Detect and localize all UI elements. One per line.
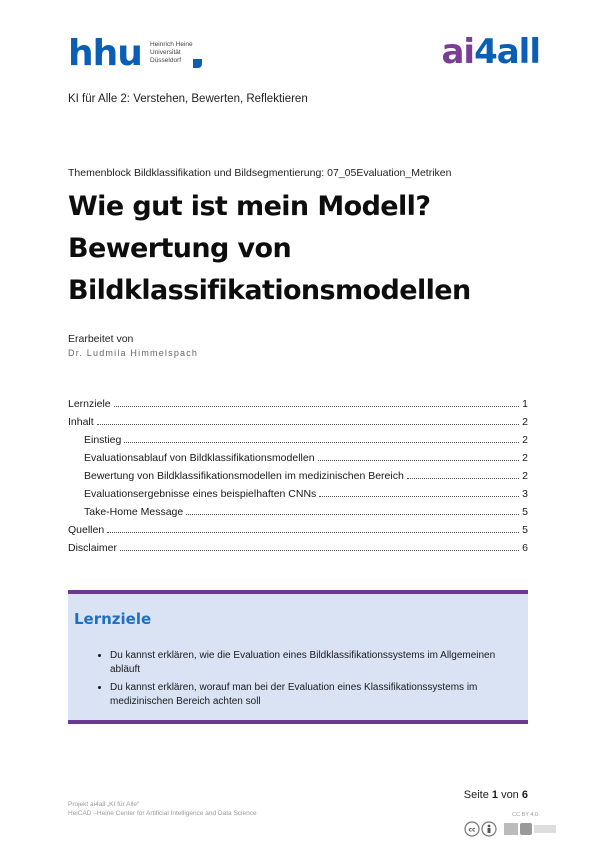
table-of-contents [68, 398, 528, 560]
toc-entry-label: Bewertung von Bildklassifikationsmodellen im medizinischen Bereich [84, 470, 404, 482]
lernziel-item: • Du kannst erklären, worauf man bei der Evaluation eines Klassifikationssystems im medizinischen Bereich achten soll [110, 681, 520, 709]
toc-entry[interactable] [68, 542, 528, 560]
footer-project: Projekt ai4all „KI für Alle“ [68, 801, 140, 808]
hhu-university-name: Heinrich Heine Universität Düsseldorf [150, 41, 193, 64]
toc-entry-page: 2 [522, 452, 528, 464]
toc-entry-label: Einstieg [84, 434, 122, 446]
ai4all-logo: ai4all [441, 32, 540, 72]
hhu-wordmark: hhu [68, 33, 142, 74]
toc-entry-page: 3 [522, 488, 528, 500]
toc-leader-dots [114, 398, 520, 407]
oer-icon [504, 823, 556, 835]
page-number: Seite 1 von 6 [463, 789, 528, 801]
toc-entry-label: Evaluationsablauf von Bildklassifikationsmodellen [84, 452, 315, 464]
toc-leader-dots [97, 416, 519, 425]
toc-leader-dots [107, 524, 519, 533]
svg-text:cc: cc [468, 826, 476, 834]
toc-entry-label: Lernziele [68, 398, 111, 410]
license-label: CC BY 4.0 [512, 812, 538, 818]
toc-leader-dots [124, 434, 519, 443]
author-caption: Erarbeitet von [68, 333, 134, 345]
cc-icon [465, 822, 479, 836]
toc-entry[interactable] [68, 398, 528, 416]
lernziel-item: • Du kannst erklären, wie die Evaluation eines Bildklassifikationssystems im Allgemeinen abläuft [110, 649, 520, 677]
toc-entry-page: 2 [522, 416, 528, 428]
toc-entry[interactable] [68, 452, 528, 470]
toc-entry-page: 2 [522, 434, 528, 446]
hhu-logo [68, 33, 208, 74]
toc-entry[interactable] [68, 416, 528, 434]
lernziele-list [98, 649, 520, 713]
document-title: Wie gut ist mein Modell? Bewertung von Bildklassifikationsmodellen [68, 191, 471, 306]
toc-entry-page: 1 [522, 398, 528, 410]
toc-entry-label: Evaluationsergebnisse eines beispielhaften CNNs [84, 488, 317, 500]
course-title: KI für Alle 2: Verstehen, Bewerten, Reflektieren [68, 93, 308, 105]
toc-entry-page: 2 [522, 470, 528, 482]
toc-entry-label: Inhalt [68, 416, 94, 428]
toc-entry[interactable] [68, 506, 528, 524]
lernziele-box [68, 590, 528, 724]
toc-entry-page: 6 [522, 542, 528, 554]
toc-entry-page: 5 [522, 524, 528, 536]
toc-leader-dots [319, 488, 519, 497]
toc-entry[interactable] [68, 470, 528, 488]
toc-entry-page: 5 [522, 506, 528, 518]
toc-leader-dots [407, 470, 519, 479]
author-name: Dr. Ludmila Himmelspach [68, 348, 199, 358]
toc-entry[interactable] [68, 524, 528, 542]
toc-entry-label: Disclaimer [68, 542, 118, 554]
toc-leader-dots [120, 542, 519, 551]
lernziele-heading: Lernziele [74, 610, 152, 628]
license-icons [464, 821, 560, 837]
toc-entry-label: Take-Home Message [84, 506, 184, 518]
by-icon [482, 822, 496, 836]
footer-institution: HeiCAD –Heine Center for Artificial Intelligence and Data Science [68, 810, 257, 817]
toc-entry[interactable] [68, 488, 528, 506]
toc-leader-dots [318, 452, 520, 461]
toc-entry-label: Quellen [68, 524, 105, 536]
toc-entry[interactable] [68, 434, 528, 452]
themenblock-label: Themenblock Bildklassifikation und Bildsegmentierung: 07_05Evaluation_Metriken [68, 167, 452, 179]
hhu-square-mark [193, 59, 202, 68]
toc-leader-dots [186, 506, 519, 515]
